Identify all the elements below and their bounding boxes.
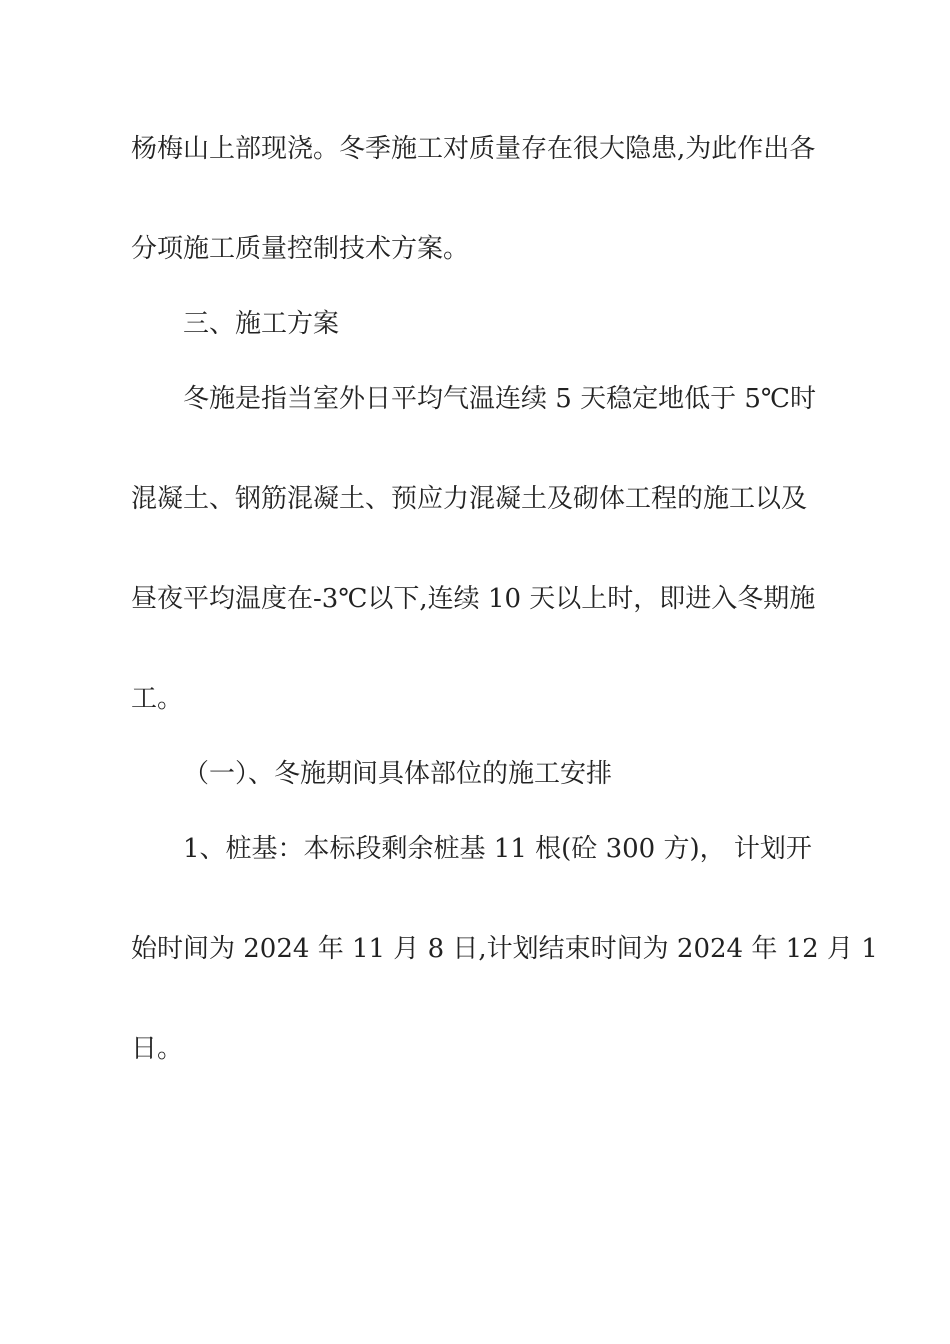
paragraph-line: 冬施是指当室外日平均气温连续 5 天稳定地低于 5℃时	[183, 384, 816, 414]
paragraph-line: 昼夜平均温度在-3℃以下,连续 10 天以上时，即进入冬期施	[131, 584, 816, 614]
paragraph-line: 日。	[131, 1034, 184, 1064]
paragraph-line: 分项施工质量控制技术方案。	[131, 234, 470, 264]
paragraph-line: 杨梅山上部现浇。冬季施工对质量存在很大隐患,为此作出各	[131, 134, 816, 164]
subsection-heading: （一）、冬施期间具体部位的施工安排	[183, 759, 613, 789]
section-heading: 三、施工方案	[183, 309, 340, 339]
paragraph-line: 混凝土、钢筋混凝土、预应力混凝土及砌体工程的施工以及	[131, 484, 808, 514]
paragraph-line: 始时间为 2024 年 11 月 8 日,计划结束时间为 2024 年 12 月 1	[131, 934, 878, 964]
paragraph-line: 1、桩基：本标段剩余桩基 11 根(砼 300 方)， 计划开	[183, 834, 812, 864]
paragraph-line: 工。	[131, 684, 184, 714]
